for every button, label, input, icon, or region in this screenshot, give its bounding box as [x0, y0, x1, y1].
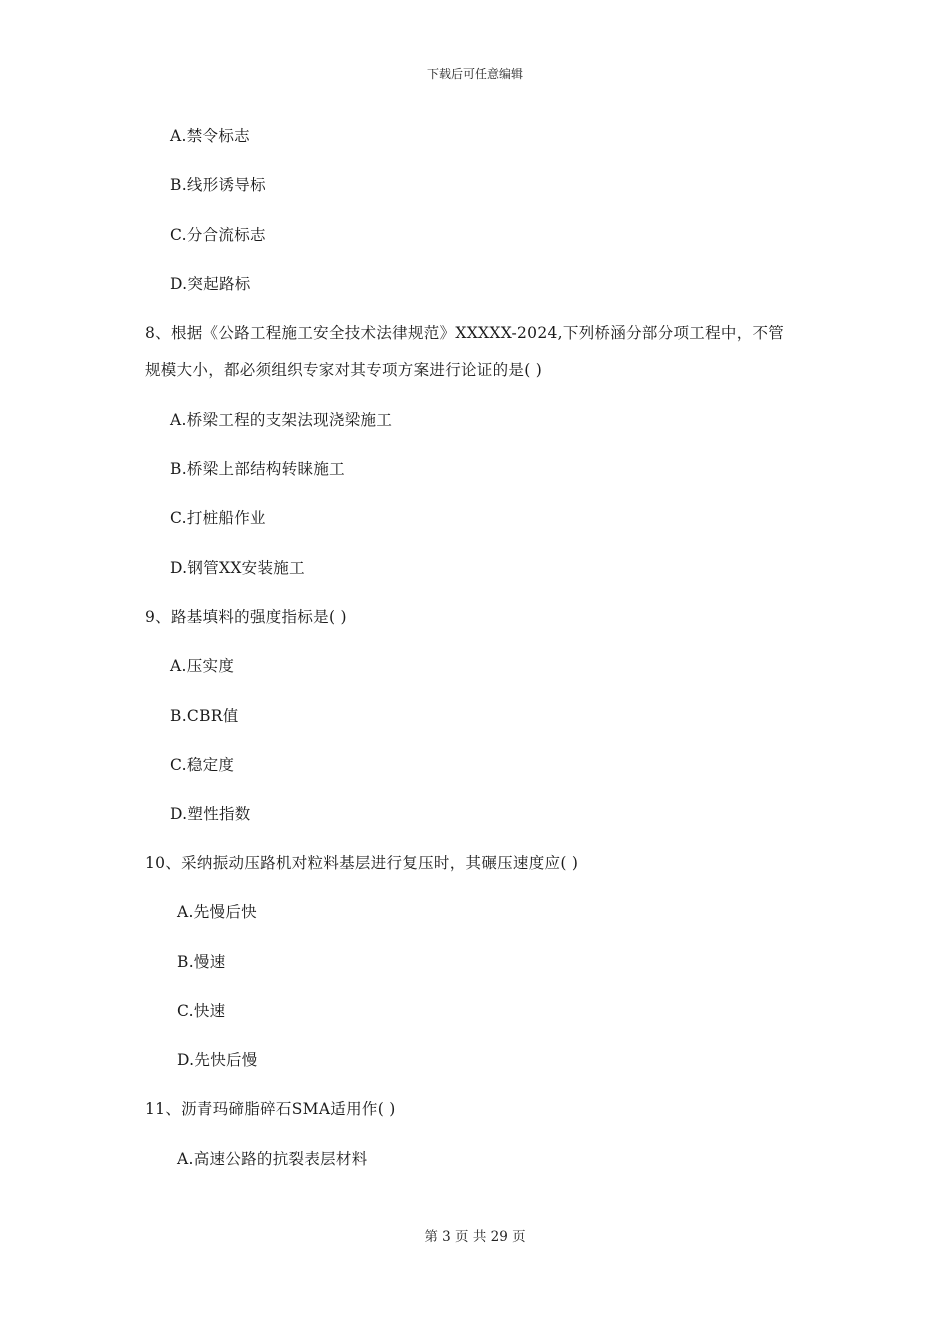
q10-stem: 10、采纳振动压路机对粒料基层进行复压时，其碾压速度应( ) — [145, 854, 579, 872]
q10-option-d: D.先快后慢 — [177, 1051, 258, 1069]
q8-option-b: B.桥梁上部结构转睐施工 — [170, 460, 345, 478]
q9-option-c: C.稳定度 — [170, 756, 235, 774]
page-footer: 第 3 页 共 29 页 — [424, 1229, 526, 1245]
page-header: 下载后可任意编辑 — [426, 67, 523, 81]
q10-option-c: C.快速 — [177, 1002, 226, 1020]
q7-option-a: A.禁令标志 — [170, 127, 250, 145]
q7-option-d: D.突起路标 — [170, 275, 251, 293]
q11-stem: 11、沥青玛碲脂碎石SMA适用作( ) — [145, 1100, 396, 1118]
q9-option-b: B.CBR值 — [170, 707, 239, 725]
q9-option-d: D.塑性指数 — [170, 805, 251, 823]
q11-option-a: A.高速公路的抗裂表层材料 — [177, 1150, 368, 1168]
q10-option-a: A.先慢后快 — [177, 903, 257, 921]
q9-stem: 9、路基填料的强度指标是( ) — [145, 608, 347, 626]
q9-option-a: A.压实度 — [170, 657, 235, 675]
q8-stem-line2: 规模大小，都必须组织专家对其专项方案进行论证的是( ) — [145, 361, 543, 379]
q10-option-b: B.慢速 — [177, 953, 226, 971]
q7-option-b: B.线形诱导标 — [170, 176, 266, 194]
q7-option-c: C.分合流标志 — [170, 226, 266, 244]
q8-option-c: C.打桩船作业 — [170, 509, 266, 527]
q8-stem-line1: 8、根据《公路工程施工安全技术法律规范》XXXXX-2024,下列桥涵分部分项工程中，不管 — [145, 324, 785, 342]
q8-option-a: A.桥梁工程的支架法现浇梁施工 — [170, 411, 393, 429]
q8-option-d: D.钢管XX安装施工 — [170, 559, 305, 577]
